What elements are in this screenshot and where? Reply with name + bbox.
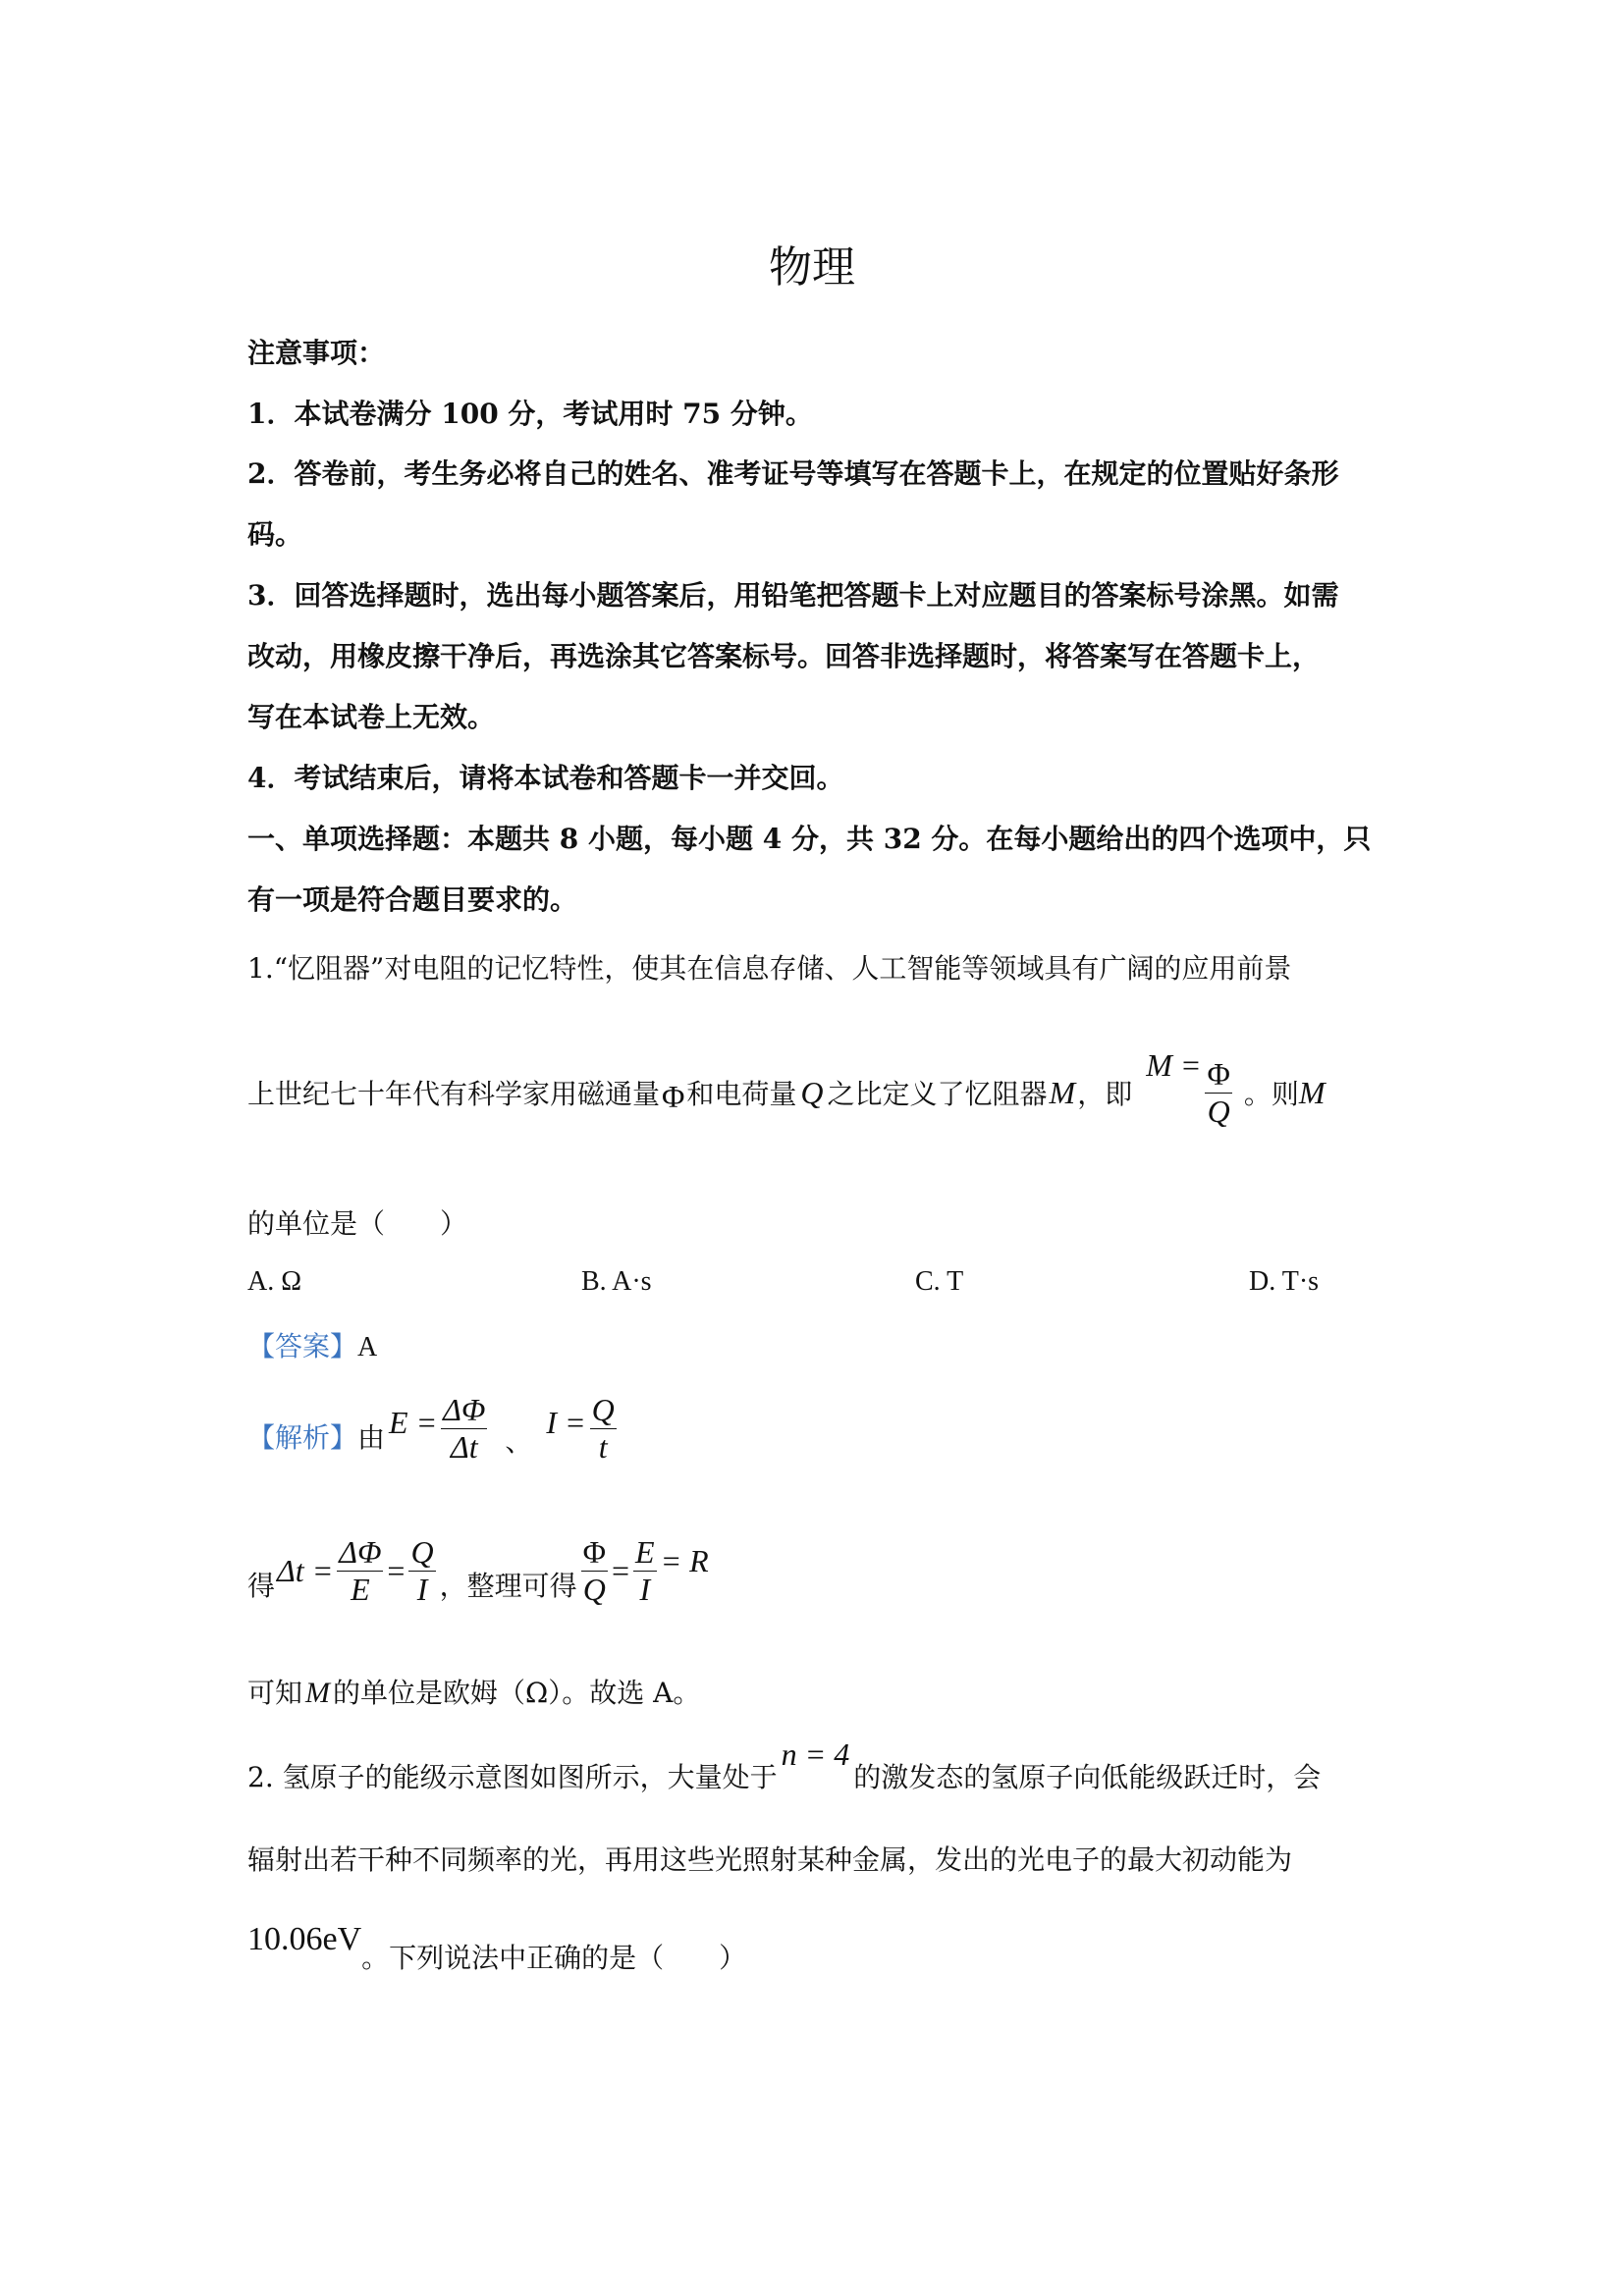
analysis-text: ，整理可得 xyxy=(439,1570,577,1602)
q1-stem-line2 xyxy=(247,1039,1326,1147)
analysis-text: 可知 xyxy=(247,1677,303,1709)
phi-over-q-formula xyxy=(581,1534,608,1608)
answer-line xyxy=(247,1325,377,1364)
analysis-text: 由 xyxy=(357,1421,386,1454)
q2-text: 的激发态的氢原子向低能级跃迁时，会 xyxy=(853,1761,1322,1793)
q-symbol: Q xyxy=(800,1074,824,1110)
notice-item: 码。 xyxy=(247,518,303,551)
q1-stem-line1: 1.“忆阻器”对电阻的记忆特性，使其在信息存储、人工智能等领域具有广阔的应用前景 xyxy=(247,952,1292,985)
analysis-conclusion xyxy=(247,1672,700,1711)
resistance-result: = R xyxy=(660,1542,709,1578)
dt-denominator: E xyxy=(351,1571,370,1607)
q2-stem-line3 xyxy=(247,1919,747,1974)
analysis-line1 xyxy=(247,1374,621,1482)
i-denominator: I xyxy=(639,1571,651,1607)
notice-item: 2．答卷前，考生务必将自己的姓名、准考证号等填写在答题卡上，在规定的位置贴好条形 xyxy=(247,457,1339,490)
notice-item: 4．考试结束后，请将本试卷和答题卡一并交回。 xyxy=(247,762,844,794)
option-b: B. A·s xyxy=(581,1266,652,1297)
option-d: D. T·s xyxy=(1249,1266,1320,1297)
m-symbol: M xyxy=(305,1677,331,1709)
phi-numerator: Φ xyxy=(582,1533,606,1570)
dt-formula-lhs: Δt = xyxy=(277,1552,334,1588)
equals-sign: = xyxy=(611,1552,630,1588)
option-a: A. Ω xyxy=(247,1266,302,1297)
section-heading: 一、单项选择题：本题共 8 小题，每小题 4 分，共 32 分。在每小题给出的四个选项中，只 xyxy=(247,823,1372,855)
q-denominator: Q xyxy=(582,1571,606,1607)
notice-item: 3．回答选择题时，选出每小题答案后，用铅笔把答题卡上对应题目的答案标号涂黑。如需 xyxy=(247,579,1339,612)
phi-symbol: Φ xyxy=(662,1078,685,1114)
q1-stem-line3: 的单位是（ ） xyxy=(247,1207,468,1240)
notice-item: 1．本试卷满分 100 分，考试用时 75 分钟。 xyxy=(247,398,813,430)
dt-numerator: ΔΦ xyxy=(339,1533,382,1570)
q1-text: 。则 xyxy=(1243,1078,1299,1110)
emf-formula-lhs: E = xyxy=(389,1404,438,1440)
option-c: C. T xyxy=(915,1266,964,1297)
current-numerator: Q xyxy=(591,1391,615,1427)
separator: 、 xyxy=(505,1425,533,1458)
q2-stem-line1 xyxy=(247,1728,1321,1796)
formula-denominator: Q xyxy=(1207,1093,1230,1129)
current-formula xyxy=(590,1392,617,1466)
page-title: 物理 xyxy=(769,242,855,293)
i-denominator: I xyxy=(416,1571,428,1607)
answer-tag: 【答案】 xyxy=(247,1330,358,1362)
q-numerator: Q xyxy=(410,1533,434,1570)
memristor-formula xyxy=(1205,1056,1231,1130)
q1-text: 上世纪七十年代有科学家用磁通量 xyxy=(247,1078,661,1110)
q-over-i-formula xyxy=(408,1534,435,1608)
emf-formula xyxy=(441,1392,487,1466)
e-over-i-formula xyxy=(633,1534,657,1608)
notice-heading: 注意事项： xyxy=(247,337,386,369)
q1-text: ，即 xyxy=(1077,1078,1133,1110)
current-denominator: t xyxy=(598,1428,608,1465)
e-numerator: E xyxy=(635,1533,655,1570)
current-formula-lhs: I = xyxy=(546,1404,586,1440)
analysis-line2 xyxy=(247,1517,709,1625)
emf-denominator: Δt xyxy=(450,1428,478,1465)
q1-text: 和电荷量 xyxy=(686,1078,797,1110)
q2-text: 。下列说法中正确的是（ ） xyxy=(361,1942,747,1974)
max-kinetic-energy: 10.06eV xyxy=(247,1921,362,1957)
m-symbol: M xyxy=(1298,1074,1326,1110)
q1-text: 之比定义了忆阻器 xyxy=(827,1078,1048,1110)
dt-formula xyxy=(337,1534,383,1608)
q2-text: 2. 氢原子的能级示意图如图所示，大量处于 xyxy=(247,1761,778,1793)
answer-value: A xyxy=(357,1332,378,1362)
notice-item: 改动，用橡皮擦干净后，再选涂其它答案标号。回答非选择题时，将答案写在答题卡上， xyxy=(247,640,1321,672)
formula-numerator: Φ xyxy=(1207,1055,1230,1092)
emf-numerator: ΔΦ xyxy=(443,1391,486,1427)
equals-sign: = xyxy=(387,1552,406,1588)
section-heading-cont: 有一项是符合题目要求的。 xyxy=(247,883,578,916)
analysis-tag: 【解析】 xyxy=(247,1421,358,1454)
m-symbol: M xyxy=(1049,1074,1076,1110)
notice-item: 写在本试卷上无效。 xyxy=(247,701,496,733)
analysis-text: 的单位是欧姆（Ω）。故选 A。 xyxy=(333,1677,701,1709)
q2-stem-line2: 辐射出若干种不同频率的光，再用这些光照射某种金属，发出的光电子的最大初动能为 xyxy=(247,1843,1293,1876)
energy-level-n: n = 4 xyxy=(781,1735,850,1772)
memristor-formula-lhs: M = xyxy=(1146,1046,1202,1083)
analysis-text: 得 xyxy=(247,1570,276,1602)
